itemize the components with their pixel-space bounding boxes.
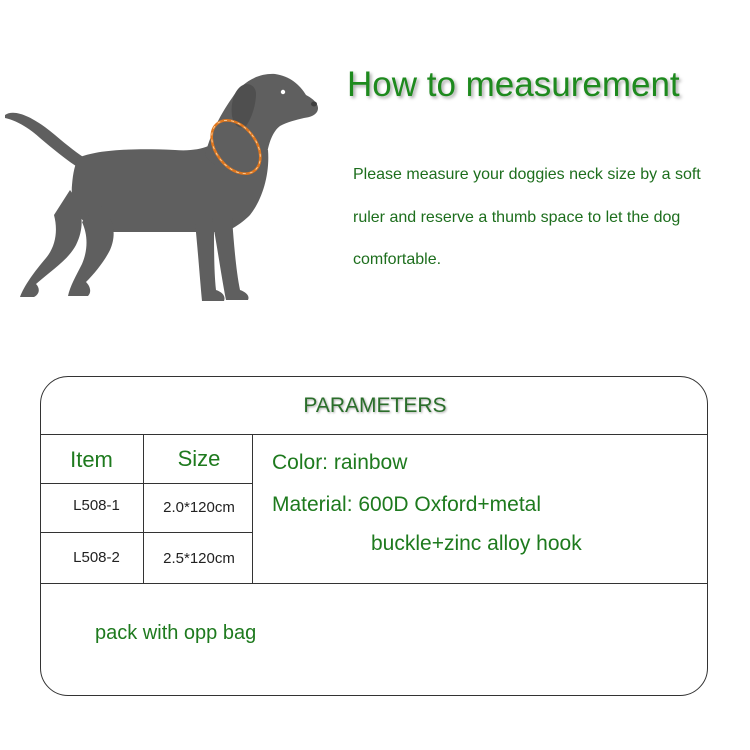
packing-info: pack with opp bag [95, 622, 257, 644]
table-cell-item: L508-2 [73, 549, 120, 566]
table-header-item: Item [70, 447, 113, 472]
table-header-size: Size [177, 446, 221, 471]
measurement-instructions: Please measure your doggies neck size by a soft ruler and reserve a thumb space to let the dog comfortable. [353, 166, 701, 268]
material-spec-line-1: Material: 600D Oxford+metal [272, 493, 542, 516]
table-bottom-border [40, 583, 708, 584]
parameters-title: PARAMETERS [303, 394, 447, 417]
table-cell-size: 2.5*120cm [163, 550, 235, 567]
color-spec: Color: rainbow [272, 451, 408, 474]
table-header-divider [40, 483, 253, 484]
dog-silhouette-icon [0, 65, 330, 315]
table-cell-size: 2.0*120cm [163, 499, 235, 516]
table-top-border [40, 434, 708, 435]
material-spec-line-2: buckle+zinc alloy hook [371, 532, 582, 555]
table-column-divider [252, 434, 253, 583]
page-title: How to measurement [347, 65, 680, 104]
table-row-divider [40, 532, 253, 533]
table-cell-item: L508-1 [73, 497, 120, 514]
